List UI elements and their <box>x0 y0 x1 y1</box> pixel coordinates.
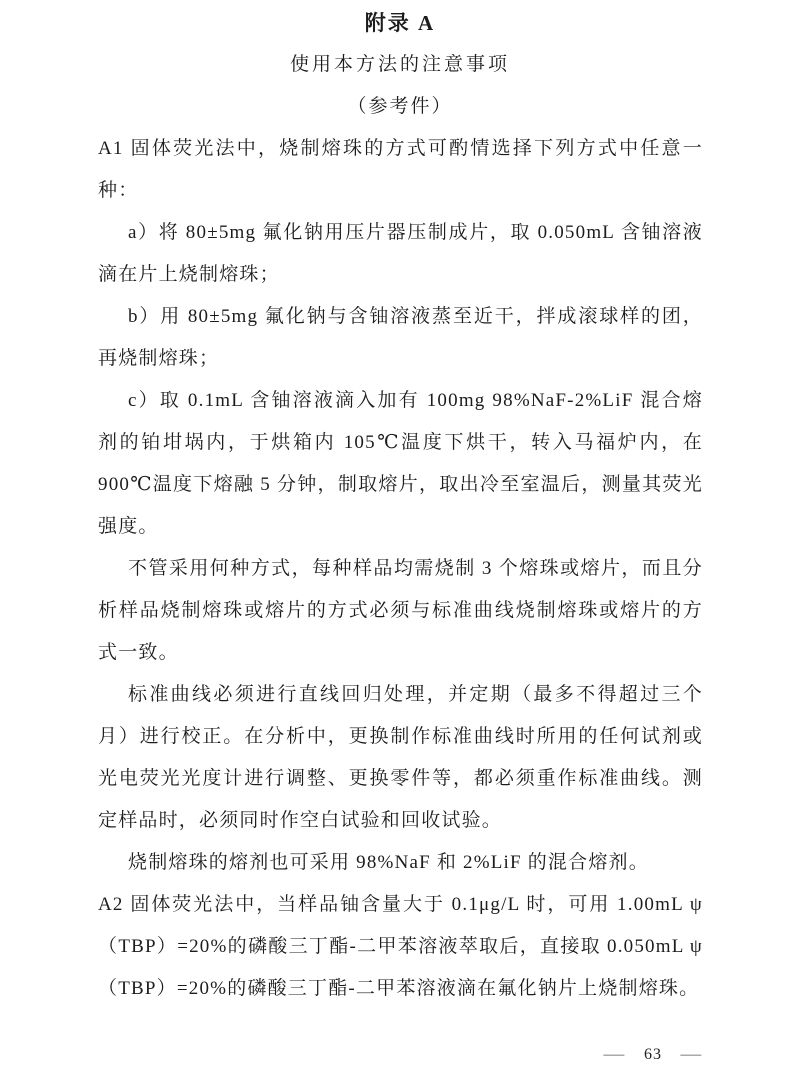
reference-note: （参考件） <box>347 96 453 117</box>
paragraph-note-calibration: 标准曲线必须进行直线回归处理，并定期（最多不得超过三个月）进行校正。在分析中，更换制作标准曲线时所用的任何试剂或光电荧光光度计进行调整、更换零件等，都必须重作标准曲线。测定样品时，必须同时作空白试验和回收试验。 <box>98 684 703 831</box>
page-number: 63 <box>644 1046 662 1063</box>
paragraph-item-a: a）将 80±5mg 氟化钠用压片器压制成片，取 0.050mL 含铀溶液滴在片上烧制熔珠； <box>98 222 703 285</box>
paragraph-a2: A2 固体荧光法中，当样品铀含量大于 0.1μg/L 时，可用 1.00mL ψ（TBP）=20%的磷酸三丁酯-二甲苯溶液萃取后，直接取 0.050mL ψ（TBP）=20%的磷酸三丁酯-二甲苯溶液滴在氟化钠片上烧制熔珠。 <box>98 894 703 999</box>
paragraph-item-c: c）取 0.1mL 含铀溶液滴入加有 100mg 98%NaF-2%LiF 混合熔剂的铂坩埚内，于烘箱内 105℃温度下烘干，转入马福炉内，在 900℃温度下熔融 5 分钟，制取熔片，取出冷至室温后，测量其荧光强度。 <box>98 390 703 537</box>
page-footer <box>0 1044 800 1066</box>
footer-dash-left: — <box>603 1046 626 1063</box>
paragraph-a1: A1 固体荧光法中，烧制熔珠的方式可酌情选择下列方式中任意一种： <box>98 138 703 201</box>
document-body <box>98 128 703 1010</box>
footer-dash-right: — <box>680 1046 703 1063</box>
paragraph-note-flux: 烧制熔珠的熔剂也可采用 98%NaF 和 2%LiF 的混合熔剂。 <box>128 852 649 873</box>
appendix-title: 附录 A <box>364 11 436 35</box>
paragraph-item-b: b）用 80±5mg 氟化钠与含铀溶液蒸至近干，拌成滚球样的团，再烧制熔珠； <box>98 306 703 369</box>
document-subtitle: 使用本方法的注意事项 <box>289 54 510 75</box>
paragraph-note-bead-count: 不管采用何种方式，每种样品均需烧制 3 个熔珠或熔片，而且分析样品烧制熔珠或熔片的方式必须与标准曲线烧制熔珠或熔片的方式一致。 <box>98 558 703 663</box>
